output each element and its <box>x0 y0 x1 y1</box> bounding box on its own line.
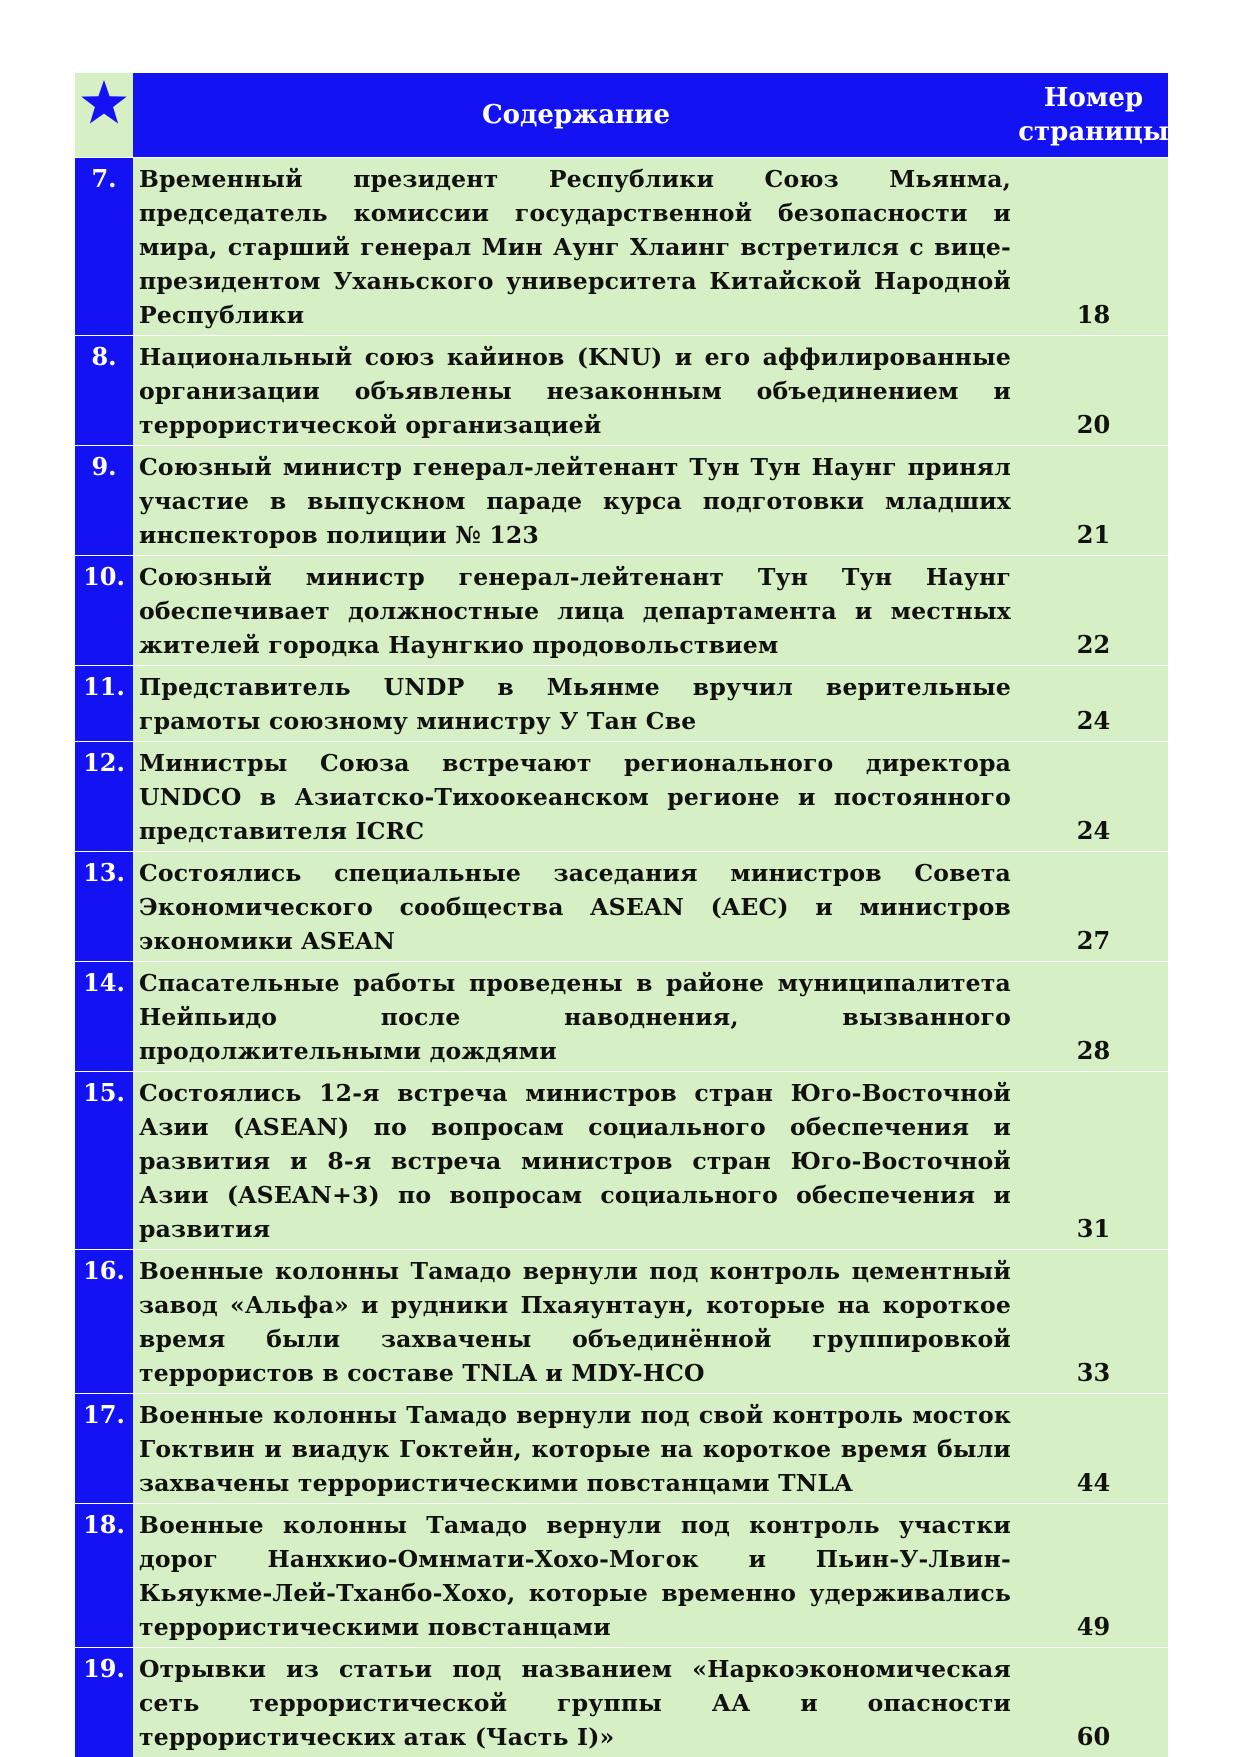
toc-row <box>75 1647 1168 1757</box>
entry-number: 11. <box>75 666 133 741</box>
page-number-heading-line1: Номер <box>1043 83 1144 113</box>
entry-title[interactable]: Союзный министр генерал-лейтенант Тун Тун Наунг обеспечивает должностные лица департамента и местных жителей городка Наунгкио продовольствием <box>133 556 1019 665</box>
entry-title[interactable]: Временный президент Республики Союз Мьянма, председатель комиссии государственной безопасности и мира, старший генерал Мин Аунг Хлаинг встретился с вице-президентом Уханьского университета Китайской Народной Республики <box>133 158 1019 335</box>
entry-page-number[interactable]: 44 <box>1019 1394 1168 1503</box>
entry-title[interactable]: Представитель UNDP в Мьянме вручил верительные грамоты союзному министру У Тан Све <box>133 666 1019 741</box>
entry-title[interactable]: Состоялись специальные заседания министров Совета Экономического сообщества ASEAN (AEC) и министров экономики ASEAN <box>133 852 1019 961</box>
star-icon <box>80 79 128 125</box>
toc-row <box>75 961 1168 1071</box>
entry-number: 7. <box>75 158 133 335</box>
entry-number: 10. <box>75 556 133 665</box>
entry-page-number[interactable]: 18 <box>1019 158 1168 335</box>
toc-row <box>75 1071 1168 1249</box>
entry-page-number[interactable]: 22 <box>1019 556 1168 665</box>
entry-page-number[interactable]: 20 <box>1019 336 1168 445</box>
toc-row <box>75 851 1168 961</box>
entry-title[interactable]: Министры Союза встречают регионального директора UNDCO в Азиатско-Тихоокеанском регионе и постоянного представителя ICRC <box>133 742 1019 851</box>
entry-number: 13. <box>75 852 133 961</box>
entry-title[interactable]: Состоялись 12-я встреча министров стран Юго-Восточной Азии (ASEAN) по вопросам социального обеспечения и развития и 8-я встреча министров стран Юго-Восточной Азии (ASEAN+3) по вопросам социального обеспечения и развития <box>133 1072 1019 1249</box>
entry-number: 9. <box>75 446 133 555</box>
page-number-heading-line2: страницы <box>1018 117 1169 147</box>
entry-page-number[interactable]: 28 <box>1019 962 1168 1071</box>
entry-page-number[interactable]: 31 <box>1019 1072 1168 1249</box>
entry-number: 18. <box>75 1504 133 1647</box>
entry-title[interactable]: Союзный министр генерал-лейтенант Тун Тун Наунг принял участие в выпускном параде курса подготовки младших инспекторов полиции № 123 <box>133 446 1019 555</box>
entry-number: 19. <box>75 1648 133 1757</box>
toc-row <box>75 741 1168 851</box>
entry-number: 15. <box>75 1072 133 1249</box>
entry-page-number[interactable]: 33 <box>1019 1250 1168 1393</box>
entry-title[interactable]: Военные колонны Тамадо вернули под контроль цементный завод «Альфа» и рудники Пхаяунтаун, которые на короткое время были захвачены объединённой группировкой террористов в составе TNLA и MDY-HCO <box>133 1250 1019 1393</box>
entry-title[interactable]: Отрывки из статьи под названием «Наркоэкономическая сеть террористической группы АА и опасности террористических атак (Часть I)» <box>133 1648 1019 1757</box>
entry-title[interactable]: Спасательные работы проведены в районе муниципалитета Нейпьидо после наводнения, вызванного продолжительными дождями <box>133 962 1019 1071</box>
entry-number: 8. <box>75 336 133 445</box>
table-of-contents <box>75 73 1168 1757</box>
entry-title[interactable]: Военные колонны Тамадо вернули под свой контроль мосток Гоктвин и виадук Гоктейн, которые на короткое время были захвачены террористическими повстанцами TNLA <box>133 1394 1019 1503</box>
entry-page-number[interactable]: 24 <box>1019 666 1168 741</box>
entry-number: 17. <box>75 1394 133 1503</box>
page-number-heading <box>1019 73 1168 157</box>
toc-row <box>75 555 1168 665</box>
toc-rows <box>75 157 1168 1757</box>
entry-page-number[interactable]: 60 <box>1019 1648 1168 1757</box>
entry-number: 12. <box>75 742 133 851</box>
toc-header <box>75 73 1168 157</box>
entry-number: 16. <box>75 1250 133 1393</box>
toc-row <box>75 1393 1168 1503</box>
entry-number: 14. <box>75 962 133 1071</box>
toc-row <box>75 445 1168 555</box>
toc-row <box>75 335 1168 445</box>
toc-row <box>75 1249 1168 1393</box>
entry-title[interactable]: Национальный союз кайинов (KNU) и его аффилированные организации объявлены незаконным объединением и террористической организацией <box>133 336 1019 445</box>
toc-row <box>75 1503 1168 1647</box>
toc-row <box>75 157 1168 335</box>
entry-page-number[interactable]: 49 <box>1019 1504 1168 1647</box>
entry-page-number[interactable]: 27 <box>1019 852 1168 961</box>
star-cell <box>75 73 133 157</box>
entry-page-number[interactable]: 24 <box>1019 742 1168 851</box>
contents-heading: Содержание <box>133 73 1019 157</box>
entry-title[interactable]: Военные колонны Тамадо вернули под контроль участки дорог Нанхкио-Омнмати-Хохо-Могок и Пьин-У-Лвин-Кьяукме-Лей-Тханбо-Хохо, которые временно удерживались террористическими повстанцами <box>133 1504 1019 1647</box>
entry-page-number[interactable]: 21 <box>1019 446 1168 555</box>
toc-row <box>75 665 1168 741</box>
